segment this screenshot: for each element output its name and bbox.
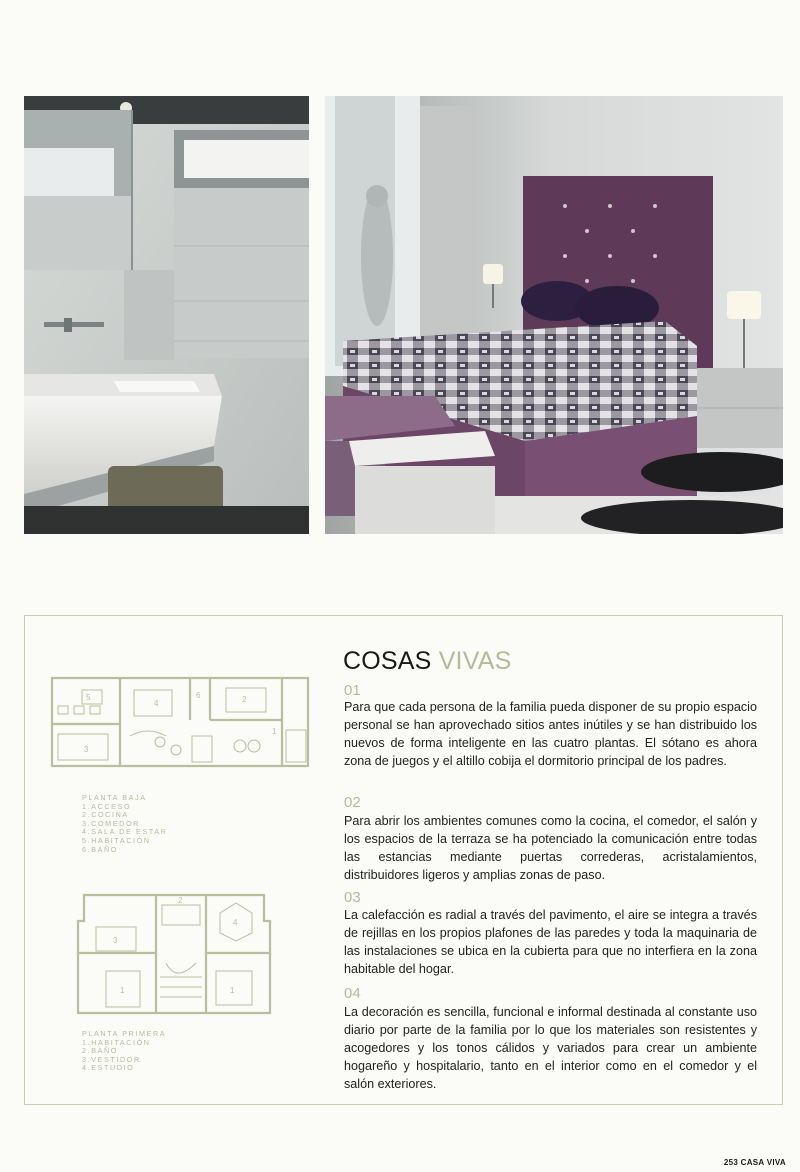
- article-title-accent: VIVAS: [438, 647, 512, 675]
- legend-title: PLANTA BAJA: [82, 793, 147, 802]
- svg-text:5: 5: [86, 693, 91, 702]
- section-number: 02: [344, 794, 361, 811]
- bathroom-photo: [24, 96, 309, 534]
- article-title-main: COSAS: [343, 647, 432, 675]
- ground-floor-legend: [82, 794, 167, 854]
- svg-text:1: 1: [230, 986, 235, 995]
- section-text: Para abrir los ambientes comunes como la cocina, el comedor, el salón y los espacios de la terraza se ha potenciado la comunicación entre todas las estancias mediante puertas correderas, acristalamientos, distribuidores ligeros y amplias zonas de paso.: [344, 814, 757, 882]
- page-folio: 253 CASA VIVA: [723, 1158, 786, 1167]
- legend-item: 4.SALA DE ESTAR: [82, 827, 168, 837]
- section-text: La calefacción es radial a través del pavimento, el aire se integra a través de rejillas en los propios plafones de las paredes y toda la maquinaria de las instalaciones se ubica en la cubierta para que no interfiera en la zona habitable del hogar.: [344, 908, 757, 976]
- svg-text:1: 1: [120, 986, 125, 995]
- legend-item: 6.BAÑO: [82, 844, 118, 854]
- svg-text:4: 4: [154, 699, 159, 708]
- svg-text:6: 6: [196, 691, 201, 700]
- section-number: 01: [344, 682, 361, 699]
- bedroom-photo: [325, 96, 783, 534]
- svg-text:1: 1: [272, 727, 277, 736]
- first-floor-plan: [76, 893, 272, 1015]
- section-text: Para que cada persona de la familia pueda disponer de su propio espacio personal se han aprovechado sitios antes inútiles y se han distribuido los nuevos de forma inteligente en las cuatro plantas. El sótano es ahora zona de juegos y el altillo cobija el dormitorio principal de los padres.: [344, 700, 757, 768]
- section-number: 04: [344, 985, 361, 1002]
- svg-text:2: 2: [242, 695, 247, 704]
- legend-item: 5.HABITACIÓN: [82, 835, 151, 845]
- legend-item: 3.COMEDOR: [82, 818, 140, 828]
- section-text: La decoración es sencilla, funcional e informal destinada al constante uso diario por parte de la familia por lo que los materiales son resistentes y acogedores y los tonos cálidos y variados para crear un ambiente hogareño y hospitalario, tanto en el interior como en el comedor y el salón exteriores.: [344, 1005, 757, 1091]
- svg-text:4: 4: [233, 918, 238, 927]
- article-title: [343, 647, 511, 676]
- legend-item: 2.COCINA: [82, 810, 129, 820]
- legend-item: 1.HABITACIÓN: [82, 1037, 151, 1047]
- legend-title: PLANTA PRIMERA: [82, 1029, 167, 1038]
- svg-text:2: 2: [178, 896, 183, 905]
- svg-text:3: 3: [84, 745, 89, 754]
- legend-item: 4.ESTUDIO: [82, 1063, 135, 1073]
- first-floor-legend: [82, 1030, 166, 1073]
- section-number: 03: [344, 889, 361, 906]
- ground-floor-plan: [50, 676, 310, 768]
- legend-item: 2.BAÑO: [82, 1046, 118, 1056]
- legend-item: 3.VESTIDOR: [82, 1054, 141, 1064]
- svg-text:3: 3: [113, 936, 118, 945]
- legend-item: 1.ACCESO: [82, 801, 132, 811]
